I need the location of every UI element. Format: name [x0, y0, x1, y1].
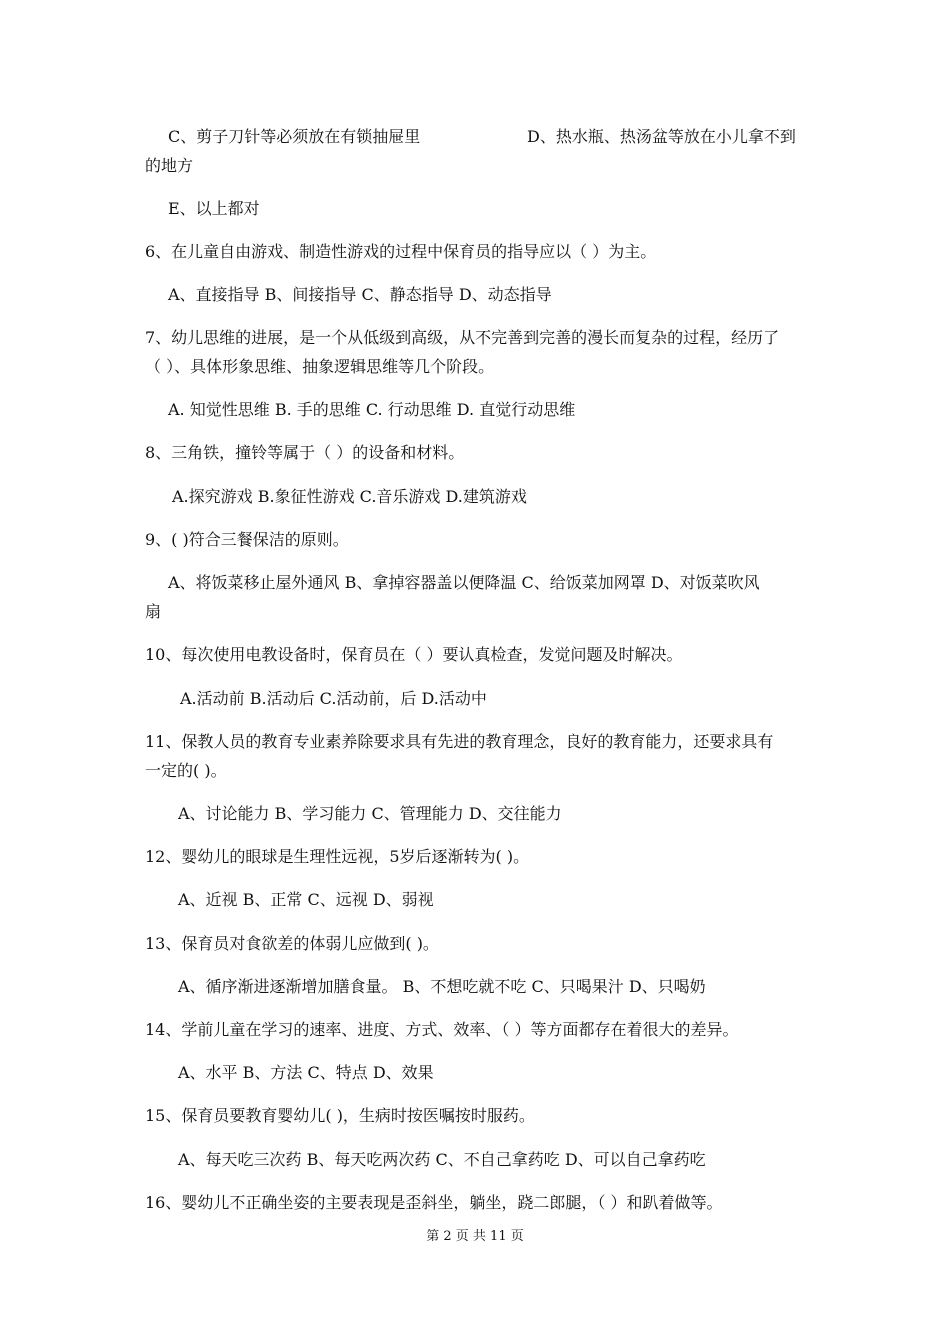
line-q11-cont: 一定的( )。 [145, 761, 227, 780]
line-q11: 11、保教人员的教育专业素养除要求具有先进的教育理念，良好的教育能力，还要求具有 [145, 732, 774, 751]
line-q9-options-cont: 扇 [145, 602, 162, 621]
line-q15: 15、保育员要教育婴幼儿( )，生病时按医嘱按时服药。 [145, 1106, 535, 1125]
page-footer: 第 2 页 共 11 页 [426, 1229, 524, 1244]
line-q9: 9、( )符合三餐保洁的原则。 [145, 530, 349, 549]
line-q14-options: A、水平 B、方法 C、特点 D、效果 [178, 1063, 434, 1082]
line-q5-option-c: C、剪子刀针等必须放在有锁抽屉里 [168, 127, 421, 146]
line-q10: 10、每次使用电教设备时，保育员在（ ）要认真检查，发觉问题及时解决。 [145, 645, 683, 664]
line-q10-options: A.活动前 B.活动后 C.活动前，后 D.活动中 [180, 689, 487, 708]
line-q5-option-e: E、以上都对 [168, 199, 260, 218]
line-q12: 12、婴幼儿的眼球是生理性远视，5岁后逐渐转为( )。 [145, 847, 530, 866]
line-q5-option-d: D、热水瓶、热汤盆等放在小儿拿不到 [527, 127, 796, 146]
line-q7: 7、幼儿思维的进展，是一个从低级到高级，从不完善到完善的漫长而复杂的过程，经历了 [145, 328, 780, 347]
line-q11-options: A、讨论能力 B、学习能力 C、管理能力 D、交往能力 [178, 804, 562, 823]
line-q9-options: A、将饭菜移止屋外通风 B、拿掉容器盖以便降温 C、给饭菜加网罩 D、对饭菜吹风 [168, 573, 760, 592]
line-q7-cont: （ ）、具体形象思维、抽象逻辑思维等几个阶段。 [145, 357, 495, 376]
line-q13-options: A、循序渐进逐渐增加膳食量。 B、不想吃就不吃 C、只喝果汁 D、只喝奶 [178, 977, 706, 996]
line-q6: 6、在儿童自由游戏、制造性游戏的过程中保育员的指导应以（ ）为主。 [145, 242, 657, 261]
line-q12-options: A、近视 B、正常 C、远视 D、弱视 [178, 890, 434, 909]
line-q5-option-d-cont: 的地方 [145, 156, 194, 175]
line-q6-options: A、直接指导 B、间接指导 C、静态指导 D、动态指导 [168, 285, 552, 304]
line-q15-options: A、每天吃三次药 B、每天吃两次药 C、不自己拿药吃 D、可以自己拿药吃 [178, 1150, 706, 1169]
line-q7-options: A. 知觉性思维 B. 手的思维 C. 行动思维 D. 直觉行动思维 [168, 400, 576, 419]
line-q14: 14、学前儿童在学习的速率、进度、方式、效率、（ ）等方面都存在着很大的差异。 [145, 1020, 739, 1039]
line-q13: 13、保育员对食欲差的体弱儿应做到( )。 [145, 934, 439, 953]
line-q8-options: A.探究游戏 B.象征性游戏 C.音乐游戏 D.建筑游戏 [172, 487, 527, 506]
line-q16: 16、婴幼儿不正确坐姿的主要表现是歪斜坐，躺坐，跷二郎腿，（ ）和趴着做等。 [145, 1193, 723, 1212]
line-q8: 8、三角铁，撞铃等属于（ ）的设备和材料。 [145, 443, 465, 462]
